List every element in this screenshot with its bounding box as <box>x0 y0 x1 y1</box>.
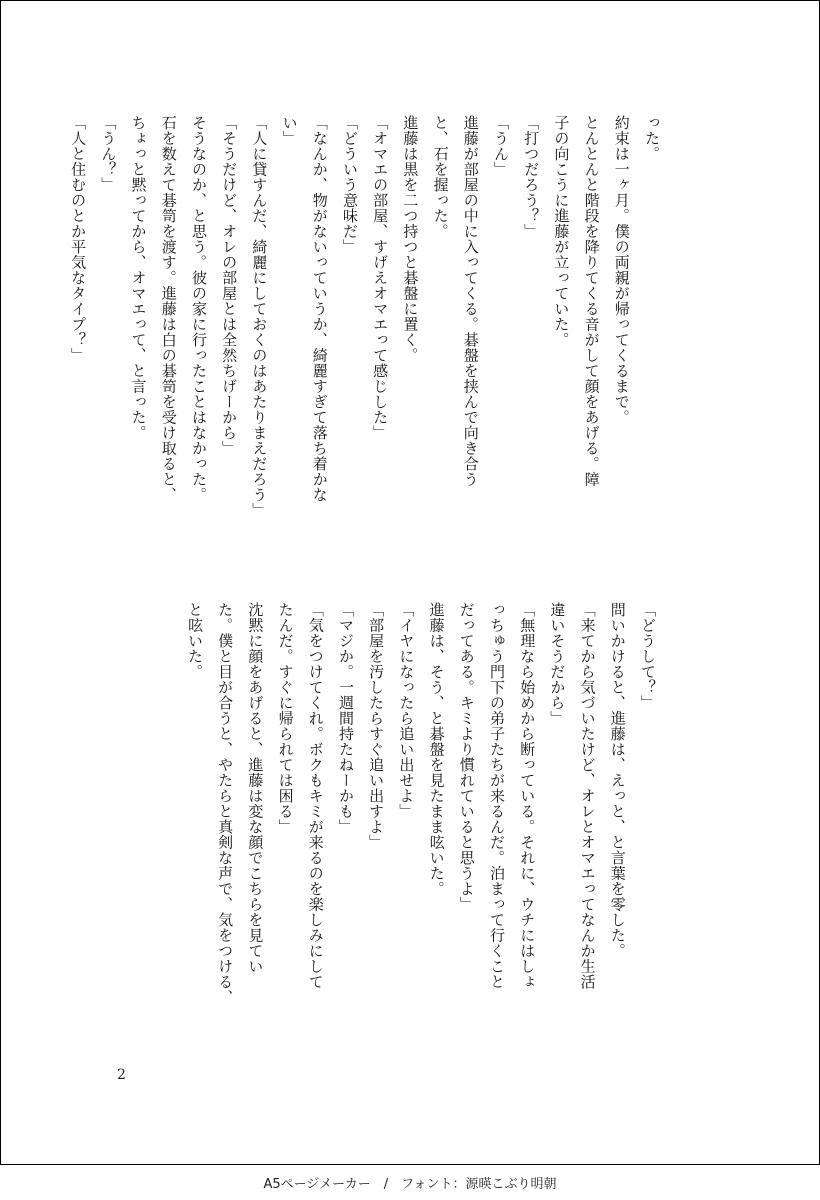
text-line: 「部屋を汚したらすぐ追い出すよ」 <box>367 602 386 850</box>
text-line: 「どうして？」 <box>639 602 657 711</box>
text-line: 子の向こうに進藤が立っていた。 <box>552 115 571 348</box>
text-line: そうなのか、と思う。彼の家に行ったことはなかった。 <box>189 115 208 503</box>
text-line: たんだ。すぐに帰られては困る」 <box>276 602 295 835</box>
text-line: と、石を握った。 <box>431 115 450 239</box>
text-line: 「そうだけど、オレの部屋とは全然ちげーから」 <box>220 115 239 456</box>
text-line: 「マジか。一週間持たねーかも」 <box>336 602 355 835</box>
text-line: 「どういう意味だ」 <box>340 115 359 255</box>
text-line: ちょっと黙ってから、オマエって、と言った。 <box>129 115 148 441</box>
vertical-text-bottom <box>180 602 663 1052</box>
text-line: と呟いた。 <box>185 602 204 680</box>
text-line: 「人に貸すんだ、綺麗にしておくのはあたりまえだろう」 <box>250 115 269 518</box>
text-line: 進藤は黒を二つ持つと碁盤に置く。 <box>401 115 420 363</box>
text-line: い」 <box>280 115 299 146</box>
text-line: だってある。キミより慣れていると思うよ」 <box>457 602 476 912</box>
text-line: 「人と住むのとか平気なタイプ？」 <box>69 115 88 363</box>
text-line: 違いそうだから」 <box>548 602 567 726</box>
text-line: 約束は一ヶ月。僕の両親が帰ってくるまで。 <box>612 115 631 425</box>
text-line: 「イヤになったら追い出せよ」 <box>397 602 416 819</box>
text-line: った。 <box>643 115 661 162</box>
text-line: た。僕と目が合うと、やたらと真剣な声で、気をつける、 <box>216 602 235 1005</box>
text-line: 進藤が部屋の中に入ってくる。碁盤を挟んで向き合う <box>461 115 480 487</box>
text-line: 「オマエの部屋、すげえオマエって感じした」 <box>371 115 390 441</box>
text-line: 沈黙に顔をあげると、進藤は変な顔でこちらを見てい <box>246 602 265 974</box>
text-line: 「気をつけてくれ。ボクもキミが来るのを楽しみにして <box>306 602 325 990</box>
text-line: 「うん？」 <box>99 115 118 193</box>
text-line: 石を数えて碁笥を渡す。進藤は白の碁笥を受け取ると、 <box>159 115 178 503</box>
text-line: とんとんと階段を降りてくる音がして顔をあげる。障 <box>582 115 601 487</box>
text-line: 進藤は、そう、と碁盤を見たまま呟いた。 <box>427 602 446 897</box>
text-line: 「打つだろう？」 <box>522 115 541 239</box>
text-line: 「なんか、物がないっていうか、綺麗すぎて落ち着かな <box>310 115 329 503</box>
text-line: 問いかけると、進藤は、えっと、と言葉を零した。 <box>608 602 627 959</box>
text-line: っちゅう門下の弟子たちが来るんだ。泊まって行くこと <box>487 602 506 990</box>
text-line: 「うん」 <box>491 115 510 177</box>
text-line: 「無理なら始めから断っている。それに、ウチにはしょ <box>518 602 537 990</box>
page-number: 2 <box>117 1067 126 1083</box>
footer-caption: A5ページメーカー / フォント：源暎こぶり明朝 <box>263 1177 557 1192</box>
text-line: 「来てから気づいたけど、オレとオマエってなんか生活 <box>578 602 597 990</box>
vertical-text-top <box>63 115 667 565</box>
